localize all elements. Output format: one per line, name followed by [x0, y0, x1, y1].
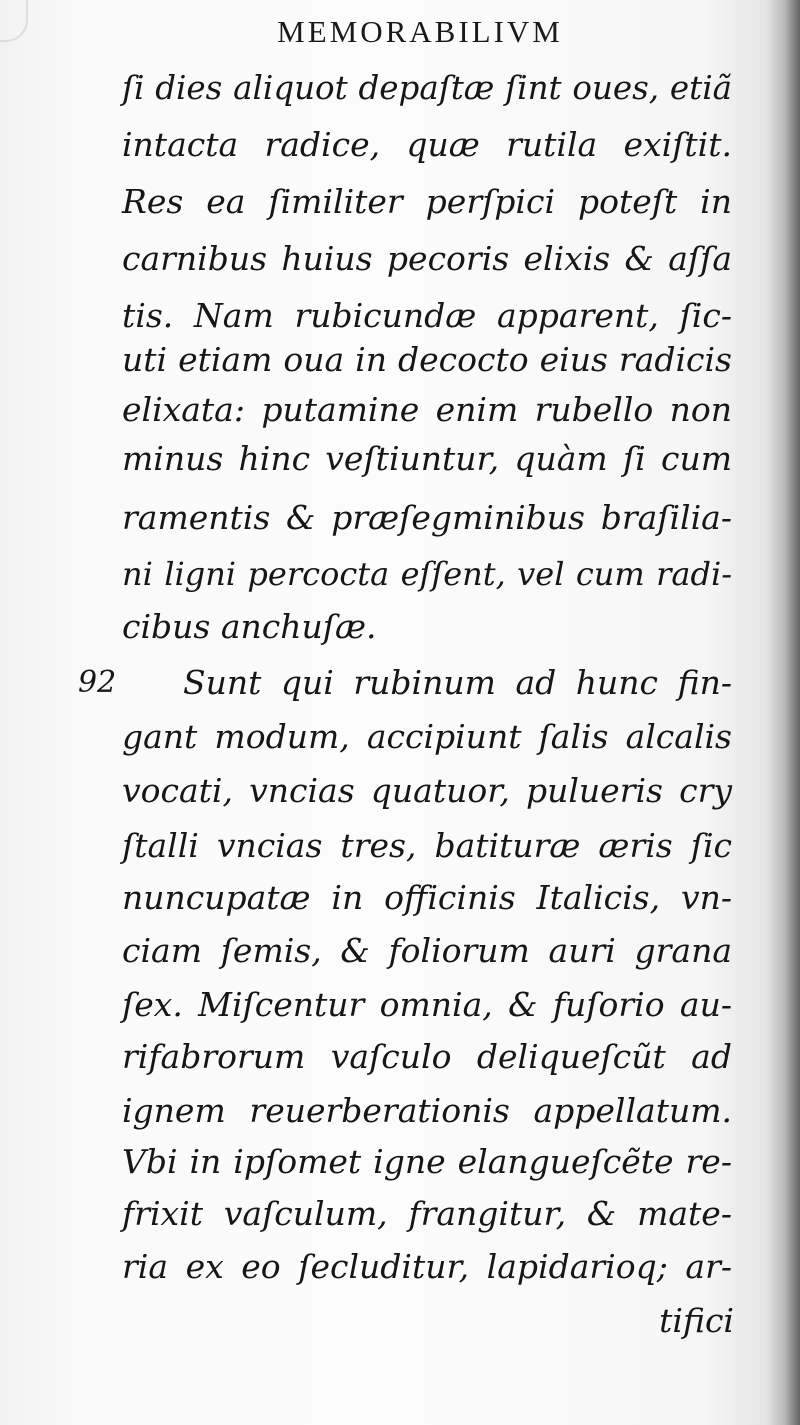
text-line-9: ramentis & præſegminibus braſilia- [122, 498, 732, 537]
text-line-4: carnibus huius pecoris elixis & aſſa [122, 239, 732, 278]
text-line-1: ſi dies aliquot depaſtæ ſint oues, etiã [122, 69, 732, 107]
text-line-21: Vbi in ipſomet igne elangueſcẽte re- [122, 1142, 732, 1181]
text-line-7: elixata: putamine enim rubello non [122, 390, 732, 429]
margin-paragraph-number: 92 [78, 665, 117, 700]
text-line-18: ſex. Miſcentur omnia, & fuſorio au- [122, 985, 732, 1024]
text-line-13: gant modum, accipiunt ſalis alcalis [122, 717, 732, 756]
text-line-19: rifabrorum vaſculo deliqueſcũt ad [122, 1037, 732, 1076]
text-line-15: ſtalli vncias tres, batituræ æris ſic [122, 826, 732, 865]
text-line-17: ciam ſemis, & foliorum auri grana [122, 931, 732, 970]
binding-edge-shadow [766, 0, 800, 1425]
text-line-23: ria ex eo ſecluditur, lapidarioq; ar- [122, 1247, 732, 1286]
text-line-12: Sunt qui rubinum ad hunc fin- [183, 663, 732, 702]
running-head: MEMORABILIVM [277, 14, 563, 49]
text-line-10: ni ligni percocta eſſent, vel cum radi- [122, 555, 732, 593]
text-line-20: ignem reuerberationis appellatum. [122, 1091, 732, 1130]
text-line-2: intacta radice, quæ rutila exiſtit. [122, 125, 732, 164]
text-line-11: cibus anchuſæ. [122, 607, 377, 646]
text-line-14: vocati, vncias quatuor, pulueris cry [122, 771, 732, 810]
show-through-ink [150, 1304, 670, 1354]
text-line-8: minus hinc veſtiuntur, quàm ſi cum [122, 439, 732, 478]
text-line-3: Res ea ſimiliter perſpici poteſt in [122, 182, 732, 221]
text-line-5: tis. Nam rubicundæ apparent, ſic- [122, 296, 732, 335]
text-line-16: nuncupatæ in officinis Italicis, vn- [122, 878, 732, 917]
text-line-6: uti etiam oua in decocto eius radicis [122, 340, 732, 379]
text-line-22: frixit vaſculum, frangitur, & mate- [122, 1194, 732, 1233]
catchword: tifici [659, 1301, 734, 1340]
